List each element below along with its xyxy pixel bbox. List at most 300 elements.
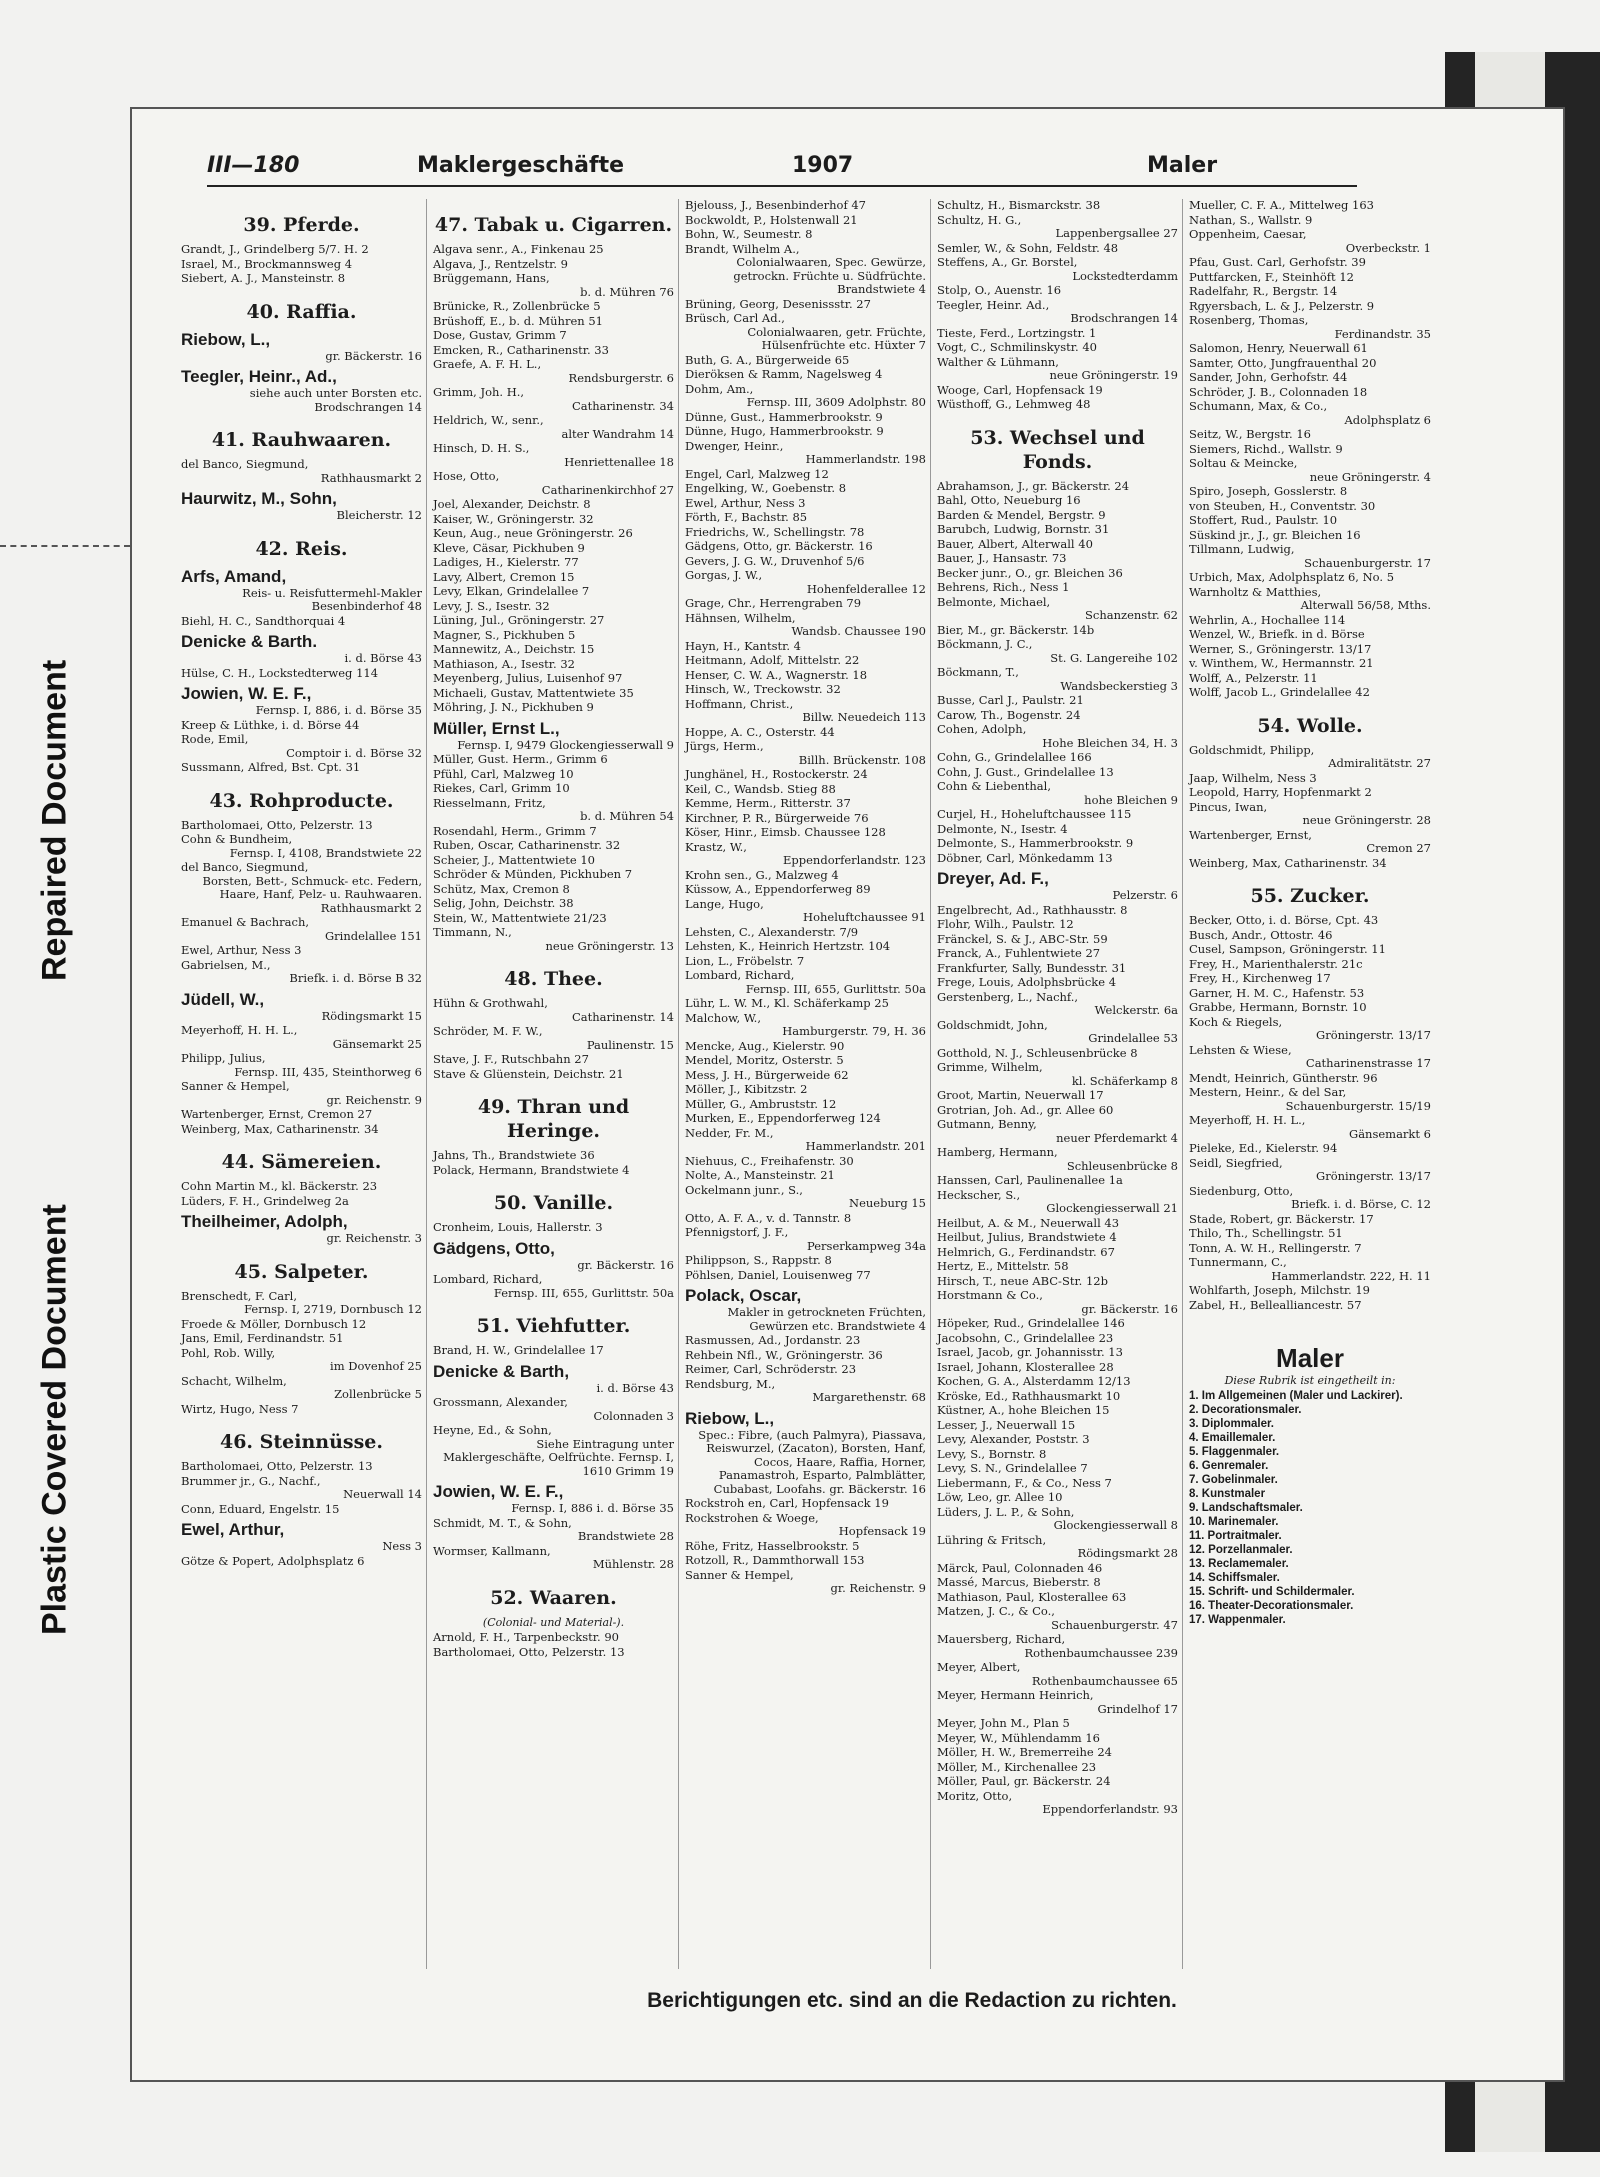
- entry-name: Weinberg, Max, Catharinenstr. 34: [1189, 855, 1387, 870]
- directory-entry: [937, 638, 1178, 665]
- entry-name: Mueller, C. F. A., Mittelweg 163: [1189, 199, 1374, 212]
- directory-entry: [1189, 214, 1431, 228]
- entry-name: Siedenburg, Otto,: [1189, 1183, 1294, 1198]
- directory-entry: [937, 1433, 1178, 1447]
- directory-entry: [1189, 628, 1431, 642]
- entry-name: Stoffert, Rud., Paulstr. 10: [1189, 513, 1338, 527]
- directory-entry: [937, 1689, 1178, 1716]
- directory-entry: [1189, 400, 1431, 427]
- entry-name: Keun, Aug., neue Gröningerstr. 26: [433, 526, 633, 540]
- entry-name: Buth, G. A., Bürgerweide 65: [685, 352, 850, 367]
- directory-entry: [1189, 1256, 1431, 1283]
- directory-entry: [937, 1346, 1178, 1360]
- directory-entry: [181, 819, 422, 833]
- entry-address: hohe Bleichen 9: [1084, 792, 1178, 807]
- entry-address: Schauenburgerstr. 15/19: [1285, 1098, 1431, 1113]
- subcategory-item: 9. Landschaftsmaler.: [1189, 1502, 1303, 1514]
- entry-address: Grindelallee 53: [1088, 1031, 1178, 1045]
- directory-entry: [937, 1448, 1178, 1462]
- category-heading: 48. Thee.: [504, 968, 603, 990]
- entry-name: Rosenberg, Thomas,: [1189, 313, 1309, 327]
- directory-entry: [181, 1024, 422, 1051]
- entry-name: Sussmann, Alfred, Bst. Cpt. 31: [181, 760, 361, 774]
- entry-name: Böckmann, J. C.,: [937, 637, 1033, 651]
- directory-entry: [181, 1460, 422, 1474]
- featured-entry: [685, 1286, 926, 1333]
- entry-name: Samter, Otto, Jungfrauenthal 20: [1189, 355, 1377, 370]
- entry-name: Heilbut, Julius, Brandstwiete 4: [937, 1230, 1117, 1244]
- entry-address: Billh. Brückenstr. 108: [798, 752, 926, 767]
- directory-entry: [685, 869, 926, 883]
- directory-entry: [937, 1790, 1178, 1817]
- directory-entry: [937, 1761, 1178, 1775]
- entry-name: Carow, Th., Bogenstr. 24: [937, 707, 1081, 722]
- entry-name: Murken, E., Eppendorferweg 124: [685, 1111, 881, 1125]
- directory-entry: [433, 442, 674, 469]
- entry-name: Philippson, S., Rappstr. 8: [685, 1253, 832, 1267]
- directory-entry: [181, 1108, 422, 1122]
- directory-entry: [937, 1317, 1178, 1331]
- entry-name: Busse, Carl J., Paulstr. 21: [937, 693, 1084, 707]
- entry-address: gr. Reichenstr. 9: [326, 1092, 422, 1107]
- entry-name: Goldschmidt, Philipp,: [1189, 742, 1315, 757]
- entry-name: Lüning, Jul., Gröningerstr. 27: [433, 613, 605, 627]
- entry-name: Dwenger, Heinr.,: [685, 438, 784, 453]
- directory-entry: [1189, 1001, 1431, 1015]
- directory-entry: [685, 368, 926, 382]
- entry-name: Röhe, Fritz, Hasselbrookstr. 5: [685, 1538, 860, 1553]
- entry-address: Welckerstr. 6a: [1094, 1003, 1178, 1017]
- directory-entry: [433, 1646, 674, 1660]
- directory-entry: [937, 1732, 1178, 1746]
- directory-entry: [937, 1089, 1178, 1103]
- entry-name: Süskind jr., J., gr. Bleichen 16: [1189, 527, 1361, 542]
- column-5: [1185, 199, 1435, 1969]
- directory-entry: [433, 997, 674, 1024]
- entry-name: Spiro, Joseph, Gosslerstr. 8: [1189, 484, 1348, 498]
- entry-name: Teegler, Heinr., Ad.,: [181, 367, 337, 386]
- directory-entry: [937, 214, 1178, 241]
- directory-entry: [685, 654, 926, 668]
- directory-entry: [685, 1012, 926, 1039]
- column-2: [429, 199, 679, 1969]
- entry-name: Brand, H. W., Grindelallee 17: [433, 1343, 604, 1357]
- entry-name: Engelbrecht, Ad., Rathhausstr. 8: [937, 902, 1128, 917]
- entry-name: Jans, Emil, Ferdinandstr. 51: [181, 1331, 344, 1345]
- entry-name: Schmidt, M. T., & Sohn,: [433, 1515, 572, 1530]
- directory-entry: [433, 825, 674, 839]
- directory-entry: [181, 1180, 422, 1194]
- entry-address: Glockengiesserwall 21: [1046, 1201, 1178, 1215]
- entry-name: Levy, S. N., Grindelallee 7: [937, 1461, 1088, 1475]
- category-heading: 44. Sämereien.: [221, 1151, 382, 1173]
- directory-entry: [685, 1254, 926, 1268]
- entry-address: Spec.: Fibre, (auch Palmyra), Piassava, Reiswurzel, (Zacaton), Borsten, Hanf, Cocos, Haare, Raffia, Horner, Panamastroh, Esparto, Palmblätter, Cubabast, Loofahs. gr. Bäckerstr. 16: [698, 1427, 926, 1496]
- directory-entry: [433, 1068, 674, 1082]
- entry-name: Mathiason, Paul, Klosterallee 63: [937, 1589, 1127, 1604]
- entry-name: Brüning, Georg, Desenissstr. 27: [685, 296, 871, 311]
- directory-entry: [937, 1605, 1178, 1632]
- entry-name: Ewel, Arthur, Ness 3: [181, 943, 302, 957]
- entry-name: Hähnsen, Wilhelm,: [685, 610, 796, 625]
- entry-name: Dünne, Gust., Hammerbrookstr. 9: [685, 409, 883, 424]
- directory-entry: [1189, 744, 1431, 771]
- entry-name: Krohn sen., G., Malzweg 4: [685, 867, 839, 882]
- featured-entry: [433, 1482, 674, 1516]
- section-note: (Colonial- und Material-).: [482, 1615, 625, 1629]
- entry-name: Schütz, Max, Cremon 8: [433, 881, 570, 896]
- directory-entry: [685, 1069, 926, 1083]
- directory-entry: [433, 542, 674, 556]
- entry-name: Weinberg, Max, Catharinenstr. 34: [181, 1121, 379, 1136]
- directory-entry: [181, 733, 422, 760]
- entry-name: Mauersberg, Richard,: [937, 1632, 1066, 1646]
- directory-entry: [181, 1403, 422, 1417]
- entry-address: Bleicherstr. 12: [336, 508, 422, 522]
- directory-entry: [181, 1052, 422, 1079]
- directory-entry: [433, 701, 674, 715]
- directory-entry: [1189, 586, 1431, 613]
- entry-address: Briefk. i. d. Börse B 32: [289, 971, 422, 985]
- entry-name: Pfau, Gust. Carl, Gerhofstr. 39: [1189, 255, 1366, 269]
- directory-entry: [181, 272, 422, 286]
- entry-address: neue Gröningerstr. 4: [1309, 469, 1431, 484]
- featured-entry: [181, 990, 422, 1024]
- entry-name: Wolff, Jacob L., Grindelallee 42: [1189, 685, 1370, 699]
- directory-entry: [937, 1506, 1178, 1533]
- subcategory-item: 5. Flaggenmaler.: [1189, 1446, 1280, 1458]
- entry-address: Brandstwiete 28: [577, 1529, 674, 1543]
- entry-name: Hühn & Grothwahl,: [433, 996, 548, 1010]
- directory-entry: [181, 1555, 422, 1569]
- directory-entry: [685, 969, 926, 996]
- directory-entry: [433, 600, 674, 614]
- directory-entry: [685, 1226, 926, 1253]
- entry-address: Catharinenstr. 34: [571, 398, 674, 413]
- directory-entry: [685, 726, 926, 740]
- directory-entry: [1189, 1299, 1431, 1313]
- entry-name: Massé, Marcus, Bieberstr. 8: [937, 1575, 1101, 1589]
- entry-name: Jowien, W. E. F.,: [181, 684, 312, 703]
- entry-name: Wehrlin, A., Hochallee 114: [1189, 612, 1346, 627]
- directory-entry: [937, 918, 1178, 932]
- entry-name: Mendt, Heinrich, Güntherstr. 96: [1189, 1070, 1378, 1085]
- entry-name: Siemers, Richd., Wallstr. 9: [1189, 441, 1343, 456]
- entry-name: Cohen, Adolph,: [937, 722, 1027, 736]
- category-heading: 52. Waaren.: [490, 1586, 617, 1609]
- entry-address: i. d. Börse 43: [596, 1380, 674, 1395]
- directory-entry: [937, 327, 1178, 341]
- entry-address: Catharinenstr. 14: [571, 1009, 674, 1024]
- entry-name: Brenschedt, F. Carl,: [181, 1288, 297, 1303]
- entry-address: Zollenbrücke 5: [334, 1387, 422, 1401]
- directory-entry: [433, 782, 674, 796]
- subcategory-item: 6. Genremaler.: [1189, 1460, 1269, 1472]
- directory-entry: [685, 497, 926, 511]
- entry-name: Ewel, Arthur,: [181, 1520, 285, 1539]
- entry-name: Reimer, Carl, Schröderstr. 23: [685, 1362, 857, 1376]
- entry-name: Kirchner, P. R., Bürgerweide 76: [685, 810, 869, 825]
- entry-address: Colonialwaaren, Spec. Gewürze, getrockn. Früchte u. Südfrüchte. Brandstwiete 4: [733, 255, 926, 296]
- entry-address: gr. Reichenstr. 9: [830, 1581, 926, 1595]
- entry-name: Pfennigstorf, J. F.,: [685, 1225, 789, 1239]
- directory-entry: [937, 1019, 1178, 1046]
- entry-name: Dünne, Hugo, Hammerbrookstr. 9: [685, 424, 884, 438]
- entry-name: Becker, Otto, i. d. Börse, Cpt. 43: [1189, 913, 1379, 927]
- entry-name: Grage, Chr., Herrengraben 79: [685, 596, 862, 610]
- directory-entry: [937, 1332, 1178, 1346]
- directory-entry: [685, 955, 926, 969]
- entry-address: Lappenbergsallee 27: [1055, 226, 1178, 240]
- entry-name: Lehsten, C., Alexanderstr. 7/9: [685, 924, 859, 939]
- entry-name: Rgyersbach, L. & J., Pelzerstr. 9: [1189, 298, 1375, 313]
- directory-entry: [685, 468, 926, 482]
- entry-name: Gutmann, Benny,: [937, 1117, 1037, 1131]
- entry-name: Emanuel & Bachrach,: [181, 915, 310, 929]
- directory-entry: [1189, 1213, 1431, 1227]
- entry-name: Jürgs, Herm.,: [685, 739, 764, 753]
- entry-name: Grotrian, Joh. Ad., gr. Allee 60: [937, 1102, 1114, 1117]
- entry-name: Kochen, G. A., Alsterdamm 12/13: [937, 1374, 1131, 1388]
- entry-name: Jowien, W. E. F.,: [433, 1482, 564, 1501]
- entry-address: im Dovenhof 25: [330, 1359, 422, 1373]
- entry-name: Krastz, W.,: [685, 839, 747, 854]
- directory-entry: [937, 947, 1178, 961]
- directory-entry: [1189, 314, 1431, 341]
- entry-name: Salomon, Henry, Neuerwall 61: [1189, 341, 1368, 355]
- entry-name: Philipp, Julius,: [181, 1051, 266, 1065]
- entry-name: Lüders, J. L. P., & Sohn,: [937, 1504, 1075, 1519]
- entry-name: Stein, W., Mattentwiete 21/23: [433, 910, 607, 925]
- entry-address: Alterwall 56/58, Mths.: [1300, 598, 1431, 612]
- directory-entry: [1189, 1072, 1431, 1086]
- entry-name: Höpeker, Rud., Grindelallee 146: [937, 1316, 1125, 1330]
- directory-entry: [685, 812, 926, 826]
- entry-address: Hammerlandstr. 222, H. 11: [1271, 1268, 1431, 1283]
- entry-address: Fernsp. III, 3609 Adolphstr. 80: [746, 395, 926, 409]
- entry-address: Gänsemarkt 25: [332, 1036, 422, 1051]
- entry-name: Lühring & Fritsch,: [937, 1532, 1047, 1547]
- entry-name: Tillmann, Ludwig,: [1189, 542, 1295, 556]
- entry-address: Fernsp. I, 886 i. d. Börse 35: [511, 1501, 674, 1515]
- entry-address: Fernsp. I, 886, i. d. Börse 35: [255, 703, 422, 717]
- entry-name: Schultz, H. G.,: [937, 212, 1022, 227]
- directory-entry: [1189, 972, 1431, 986]
- entry-name: Jahns, Th., Brandstwiete 36: [433, 1148, 595, 1162]
- entry-name: Heyne, Ed., & Sohn,: [433, 1423, 552, 1437]
- subcategory-item: 16. Theater-Decorationsmaler.: [1189, 1600, 1354, 1612]
- directory-entry: [937, 1661, 1178, 1688]
- directory-entry: [685, 243, 926, 297]
- entry-name: Stade, Robert, gr. Bäckerstr. 17: [1189, 1211, 1374, 1226]
- entry-name: Lange, Hugo,: [685, 896, 764, 911]
- entry-address: Rendsburgerstr. 6: [568, 370, 674, 385]
- entry-name: Gädgens, Otto, gr. Bäckerstr. 16: [685, 539, 873, 553]
- directory-entry: [937, 780, 1178, 807]
- entry-address: Gänsemarkt 6: [1349, 1126, 1431, 1141]
- entry-name: Schumann, Max, & Co.,: [1189, 399, 1328, 413]
- entry-name: Brandt, Wilhelm A.,: [685, 241, 800, 256]
- entry-name: Selig, John, Deichstr. 38: [433, 896, 574, 910]
- directory-entry: [937, 694, 1178, 708]
- entry-name: Kaiser, W., Gröningerstr. 32: [433, 511, 594, 526]
- entry-address: neuer Pferdemarkt 4: [1056, 1130, 1178, 1145]
- entry-name: Rosendahl, Herm., Grimm 7: [433, 823, 597, 838]
- entry-address: Fernsp. I, 9479 Glockengiesserwall 9: [457, 737, 674, 752]
- entry-address: Grindelhof 17: [1097, 1701, 1178, 1716]
- entry-name: Hülse, C. H., Lockstedterweg 114: [181, 665, 379, 680]
- directory-entry: [937, 823, 1178, 837]
- entry-name: Küstner, A., hohe Bleichen 15: [937, 1403, 1110, 1417]
- directory-entry: [685, 425, 926, 439]
- directory-entry: [937, 581, 1178, 595]
- entry-address: Pelzerstr. 6: [1112, 888, 1178, 902]
- directory-entry: [937, 480, 1178, 494]
- entry-name: Wenzel, W., Briefk. in d. Börse: [1189, 627, 1365, 641]
- entry-name: Meyer, Albert,: [937, 1660, 1021, 1674]
- directory-entry: [685, 1184, 926, 1211]
- entry-address: Rothenbaumchaussee 239: [1024, 1645, 1178, 1660]
- directory-entry: [937, 976, 1178, 990]
- directory-entry: [685, 669, 926, 683]
- entry-name: Märck, Paul, Colonnaden 46: [937, 1560, 1103, 1575]
- entry-address: Reis- u. Reisfuttermehl-Makler Besenbinderhof 48: [242, 585, 422, 613]
- directory-entry: [1189, 1242, 1431, 1256]
- featured-entry: [433, 719, 674, 753]
- entry-address: gr. Reichenstr. 3: [326, 1231, 422, 1245]
- entry-name: Frey, H., Kirchenweg 17: [1189, 971, 1331, 985]
- entry-name: Hayn, H., Kantstr. 4: [685, 638, 801, 653]
- directory-entry: [937, 1404, 1178, 1418]
- directory-entry: [1189, 199, 1431, 213]
- entry-name: Möhring, J. N., Pickhuben 9: [433, 700, 594, 714]
- directory-entry: [433, 470, 674, 497]
- directory-entry: [1189, 514, 1431, 528]
- entry-name: del Banco, Siegmund,: [181, 457, 309, 471]
- entry-name: Rockstroh en, Carl, Hopfensack 19: [685, 1496, 889, 1510]
- directory-entry: [433, 797, 674, 824]
- entry-name: Lavy, Albert, Cremon 15: [433, 569, 575, 584]
- directory-entry: [1189, 500, 1431, 514]
- directory-entry: [1189, 1227, 1431, 1241]
- entry-address: neue Gröningerstr. 19: [1049, 368, 1178, 382]
- entry-name: Köser, Hinr., Eimsb. Chaussee 128: [685, 825, 886, 839]
- directory-entry: [937, 538, 1178, 552]
- entry-name: Hirsch, T., neue ABC-Str. 12b: [937, 1273, 1108, 1288]
- category-heading: 40. Raffia.: [246, 300, 357, 323]
- directory-entry: [937, 1146, 1178, 1173]
- repaired-document-label: Repaired Document: [35, 659, 74, 981]
- entry-name: Arnold, F. H., Tarpenbeckstr. 90: [433, 1630, 619, 1644]
- directory-entry: [937, 1217, 1178, 1231]
- entry-name: Pincus, Iwan,: [1189, 799, 1268, 814]
- directory-entry: [181, 916, 422, 943]
- entry-name: Gerstenberg, L., Nachf.,: [937, 989, 1079, 1004]
- directory-entry: [181, 1475, 422, 1502]
- directory-entry: [1189, 342, 1431, 356]
- category-heading: 53. Wechsel und Fonds.: [970, 426, 1145, 473]
- entry-address: Cremon 27: [1366, 841, 1431, 855]
- directory-entry: [937, 1462, 1178, 1476]
- category-heading: 47. Tabak u. Cigarren.: [434, 214, 673, 236]
- entry-name: Schröder, J. B., Colonnaden 18: [1189, 384, 1368, 399]
- entry-address: Schanzenstr. 62: [1085, 608, 1178, 622]
- entry-address: gr. Bäckerstr. 16: [1081, 1301, 1178, 1316]
- entry-name: Meyerhoff, H. H. L.,: [181, 1023, 298, 1037]
- directory-entry: [1189, 371, 1431, 385]
- directory-entry: [937, 1746, 1178, 1760]
- subcategory-item: 15. Schrift- und Schildermaler.: [1189, 1586, 1355, 1598]
- entry-address: Brodschrangen 14: [1070, 311, 1178, 325]
- directory-entry: [937, 1231, 1178, 1245]
- entry-name: Rockstrohen & Woege,: [685, 1510, 819, 1525]
- directory-entry: [181, 1347, 422, 1374]
- entry-name: Malchow, W.,: [685, 1010, 761, 1025]
- entry-address: Eppendorferlandstr. 93: [1042, 1802, 1178, 1816]
- featured-entry: [433, 1239, 674, 1273]
- directory-entry: [181, 1375, 422, 1402]
- directory-entry: [685, 740, 926, 767]
- directory-entry: [685, 1127, 926, 1154]
- entry-name: Levy, Elkan, Grindelallee 7: [433, 584, 590, 598]
- directory-entry: [181, 258, 422, 272]
- entry-name: Rehbein Nfl., W., Gröningerstr. 36: [685, 1347, 883, 1362]
- entry-name: Rotzoll, R., Dammthorwall 153: [685, 1553, 865, 1567]
- directory-entry: [937, 1775, 1178, 1789]
- entry-name: Dieröksen & Ramm, Nagelsweg 4: [685, 367, 883, 381]
- entry-name: Delmonte, S., Hammerbrookstr. 9: [937, 836, 1134, 850]
- entry-name: Helmrich, G., Ferdinandstr. 67: [937, 1244, 1115, 1259]
- entry-name: Bartholomaei, Otto, Pelzerstr. 13: [181, 1459, 373, 1473]
- directory-entry: [433, 1053, 674, 1067]
- entry-name: Scheier, J., Mattentwiete 10: [433, 852, 595, 867]
- entry-name: Horstmann & Co.,: [937, 1288, 1043, 1302]
- directory-entry: [433, 658, 674, 672]
- entry-name: Denicke & Barth,: [433, 1361, 570, 1381]
- directory-page: [130, 107, 1565, 2082]
- entry-name: Schacht, Wilhelm,: [181, 1373, 287, 1388]
- directory-entry: [181, 761, 422, 775]
- directory-entry: [937, 356, 1178, 383]
- entry-name: v. Winthem, W., Hermannstr. 21: [1189, 656, 1374, 670]
- directory-entry: [685, 555, 926, 569]
- entry-address: Comptoir i. d. Börse 32: [286, 745, 422, 760]
- entry-name: Belmonte, Michael,: [937, 594, 1051, 609]
- directory-entry: [685, 926, 926, 940]
- directory-entry: [1189, 857, 1431, 871]
- directory-entry: [937, 509, 1178, 523]
- entry-name: Schultz, H., Bismarckstr. 38: [937, 199, 1101, 212]
- entry-name: Lion, L., Fröbelstr. 7: [685, 953, 805, 968]
- directory-entry: [685, 526, 926, 540]
- directory-entry: [937, 1047, 1178, 1061]
- directory-entry: [433, 386, 674, 413]
- directory-entry: [433, 329, 674, 343]
- category-heading: 51. Viehfutter.: [476, 1315, 631, 1337]
- entry-address: Ness 3: [382, 1539, 422, 1553]
- entry-name: Sanner & Hempel,: [685, 1567, 794, 1582]
- entry-name: Mathiason, A., Isestr. 32: [433, 656, 575, 671]
- entry-name: Otto, A. F. A., v. d. Tannstr. 8: [685, 1210, 852, 1225]
- entry-name: Moritz, Otto,: [937, 1788, 1013, 1803]
- entry-name: Müller, Gust. Herm., Grimm 6: [433, 752, 608, 766]
- entry-name: Niehuus, C., Freihafenstr. 30: [685, 1153, 854, 1168]
- entry-name: Barubch, Ludwig, Bornstr. 31: [937, 522, 1110, 536]
- subcategory-item: 7. Gobelinmaler.: [1189, 1474, 1278, 1486]
- entry-address: Hohe Bleichen 34, H. 3: [1042, 735, 1178, 750]
- entry-name: Teegler, Heinr. Ad.,: [937, 297, 1050, 312]
- entry-name: Bier, M., gr. Bäckerstr. 14b: [937, 622, 1095, 637]
